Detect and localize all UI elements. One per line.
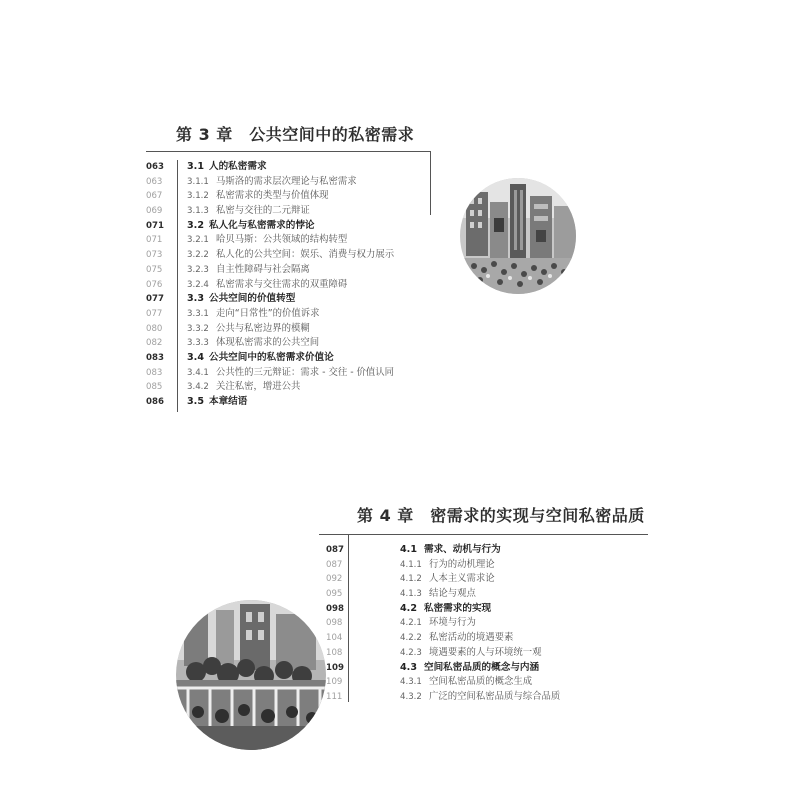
toc-entry-title: 马斯洛的需求层次理论与私密需求 bbox=[216, 175, 357, 187]
toc-section-number: 4.1.2 bbox=[400, 574, 422, 585]
toc-section-number: 3.4.1 bbox=[187, 367, 209, 378]
toc-subsection-entry[interactable] bbox=[326, 646, 656, 661]
toc-section-number: 3.2.4 bbox=[187, 279, 209, 290]
toc-section-number: 3.1.2 bbox=[187, 191, 209, 202]
toc-entry-title: 公共空间中的私密需求价值论 bbox=[209, 351, 334, 363]
toc-entry-title: 人的私密需求 bbox=[209, 161, 267, 172]
toc-section-number: 3.3.2 bbox=[187, 323, 209, 334]
toc-section-number: 3.4 bbox=[187, 351, 204, 363]
toc-page-number: 083 bbox=[146, 352, 164, 363]
toc-page-number: 083 bbox=[146, 367, 163, 378]
toc-entry-title: 需求、动机与行为 bbox=[424, 544, 501, 555]
toc-section-number: 3.2 bbox=[187, 219, 204, 231]
toc-entry-title: 公共性的三元辩证：需求 - 交往 - 价值认同 bbox=[216, 366, 395, 378]
toc-page-number: 092 bbox=[326, 574, 343, 585]
toc-section-number: 3.1.3 bbox=[187, 206, 209, 217]
toc-entry-title: 私密活动的境遇要素 bbox=[429, 632, 514, 644]
toc-subsection-entry[interactable] bbox=[146, 233, 446, 248]
toc-subsection-entry[interactable] bbox=[326, 690, 656, 705]
toc-entry-title: 私人化与私密需求的悖论 bbox=[209, 219, 315, 231]
toc-section-number: 3.3.1 bbox=[187, 308, 209, 319]
toc-subsection-entry[interactable] bbox=[326, 631, 656, 646]
toc-section-number: 4.1.3 bbox=[400, 589, 422, 600]
toc-section-number: 3.3.3 bbox=[187, 338, 209, 349]
toc-entry-title: 自主性障碍与社会隔离 bbox=[216, 263, 310, 275]
toc-subsection-entry[interactable] bbox=[146, 380, 446, 395]
toc-section-number: 3.1 bbox=[187, 161, 204, 172]
toc-section-number: 4.1.1 bbox=[400, 559, 422, 570]
toc-section-entry[interactable] bbox=[146, 395, 446, 410]
toc-subsection-entry[interactable] bbox=[326, 587, 656, 602]
toc-section-number: 4.3.1 bbox=[400, 677, 422, 688]
toc-page-number: 087 bbox=[326, 559, 343, 570]
toc-entry-title: 本章结语 bbox=[209, 396, 248, 407]
toc-page-number: 063 bbox=[146, 176, 163, 187]
toc-entry-title: 广泛的空间私密品质与综合品质 bbox=[429, 690, 561, 702]
toc-entry-title: 私密与交往的二元辩证 bbox=[216, 205, 310, 217]
toc-entry-title: 人本主义需求论 bbox=[429, 573, 495, 585]
toc-page-number: 085 bbox=[146, 382, 163, 393]
toc-entry-title: 公共空间的价值转型 bbox=[209, 293, 296, 305]
toc-subsection-entry[interactable] bbox=[146, 336, 446, 351]
toc-page-number: 111 bbox=[326, 691, 343, 702]
toc-page-number: 087 bbox=[326, 545, 344, 555]
toc-entry-title: 私密需求与交往需求的双重障碍 bbox=[216, 278, 348, 290]
chapter-3-header-rule bbox=[146, 151, 430, 152]
toc-section-entry[interactable] bbox=[146, 292, 446, 307]
toc-subsection-entry[interactable] bbox=[326, 558, 656, 573]
toc-page-number: 104 bbox=[326, 633, 343, 644]
toc-subsection-entry[interactable] bbox=[146, 175, 446, 190]
chapter-3-toc bbox=[146, 160, 446, 410]
toc-page-number: 077 bbox=[146, 308, 163, 319]
toc-section-number: 4.1 bbox=[400, 544, 417, 555]
toc-subsection-entry[interactable] bbox=[146, 263, 446, 278]
toc-page-number: 071 bbox=[146, 235, 163, 246]
toc-page-number: 109 bbox=[326, 662, 344, 673]
toc-entry-title: 私密需求的类型与价值体现 bbox=[216, 190, 329, 202]
toc-section-number: 3.2.2 bbox=[187, 250, 209, 261]
toc-page-number: 071 bbox=[146, 220, 164, 231]
toc-section-entry[interactable] bbox=[326, 602, 656, 617]
toc-page-number: 067 bbox=[146, 191, 163, 202]
toc-entry-title: 私人化的公共空间：娱乐、消费与权力展示 bbox=[216, 249, 395, 261]
toc-subsection-entry[interactable] bbox=[146, 278, 446, 293]
toc-entry-title: 境遇要素的人与环境统一观 bbox=[429, 646, 542, 658]
toc-section-entry[interactable] bbox=[326, 661, 656, 676]
toc-page-number: 063 bbox=[146, 162, 164, 172]
toc-section-number: 3.4.2 bbox=[187, 382, 209, 393]
toc-page-number: 075 bbox=[146, 264, 163, 275]
toc-subsection-entry[interactable] bbox=[326, 616, 656, 631]
toc-subsection-entry[interactable] bbox=[146, 248, 446, 263]
toc-subsection-entry[interactable] bbox=[326, 675, 656, 690]
toc-section-number: 4.3 bbox=[400, 661, 417, 673]
toc-page-number: 109 bbox=[326, 677, 343, 688]
toc-page-number: 098 bbox=[326, 603, 344, 614]
toc-entry-title: 哈贝马斯：公共领域的结构转型 bbox=[216, 234, 348, 246]
toc-section-number: 4.2.3 bbox=[400, 647, 422, 658]
toc-section-number: 4.2.2 bbox=[400, 633, 422, 644]
toc-section-number: 4.2.1 bbox=[400, 618, 422, 629]
toc-section-number: 3.2.3 bbox=[187, 264, 209, 275]
toc-subsection-entry[interactable] bbox=[326, 572, 656, 587]
chapter-3-title: 第 3 章 公共空间中的私密需求 bbox=[176, 125, 415, 144]
toc-page-number: 082 bbox=[146, 338, 163, 349]
toc-entry-title: 体现私密需求的公共空间 bbox=[216, 337, 320, 349]
balcony-photo-circle bbox=[176, 600, 326, 750]
toc-entry-title: 私密需求的实现 bbox=[424, 602, 492, 614]
toc-page-number: 098 bbox=[326, 618, 343, 629]
toc-subsection-entry[interactable] bbox=[146, 307, 446, 322]
street-photo-circle bbox=[460, 178, 576, 294]
chapter-4-toc bbox=[326, 543, 656, 705]
chapter-4-header-rule bbox=[319, 534, 648, 535]
toc-subsection-entry[interactable] bbox=[146, 204, 446, 219]
toc-entry-title: 环境与行为 bbox=[429, 617, 476, 629]
toc-page-number: 108 bbox=[326, 647, 343, 658]
toc-section-number: 3.1.1 bbox=[187, 176, 209, 187]
toc-page-number: 076 bbox=[146, 279, 163, 290]
toc-page-number: 095 bbox=[326, 589, 343, 600]
toc-page-number: 077 bbox=[146, 294, 164, 305]
toc-page-number: 086 bbox=[146, 397, 164, 407]
toc-section-entry[interactable] bbox=[146, 219, 446, 234]
toc-entry-title: 关注私密，增进公共 bbox=[216, 381, 301, 393]
toc-subsection-entry[interactable] bbox=[146, 322, 446, 337]
toc-entry-title: 走向“日常性”的价值诉求 bbox=[216, 307, 320, 319]
chapter-4-title: 第 4 章 密需求的实现与空间私密品质 bbox=[357, 506, 645, 525]
toc-section-number: 4.2 bbox=[400, 602, 417, 614]
toc-subsection-entry[interactable] bbox=[146, 189, 446, 204]
toc-page-number: 069 bbox=[146, 206, 163, 217]
toc-page-number: 080 bbox=[146, 323, 163, 334]
toc-entry-title: 空间私密品质的概念生成 bbox=[429, 676, 533, 688]
toc-entry-title: 公共与私密边界的模糊 bbox=[216, 322, 310, 334]
toc-section-number: 3.2.1 bbox=[187, 235, 209, 246]
toc-entry-title: 结论与观点 bbox=[429, 588, 476, 600]
toc-subsection-entry[interactable] bbox=[146, 366, 446, 381]
toc-section-number: 3.5 bbox=[187, 396, 204, 407]
toc-entry-title: 空间私密品质的概念与内涵 bbox=[424, 661, 540, 673]
toc-section-number: 4.3.2 bbox=[400, 691, 422, 702]
toc-section-entry[interactable] bbox=[326, 543, 656, 558]
toc-entry-title: 行为的动机理论 bbox=[429, 558, 495, 570]
toc-page-number: 073 bbox=[146, 250, 163, 261]
toc-section-number: 3.3 bbox=[187, 293, 204, 305]
toc-section-entry[interactable] bbox=[146, 160, 446, 175]
toc-section-entry[interactable] bbox=[146, 351, 446, 366]
